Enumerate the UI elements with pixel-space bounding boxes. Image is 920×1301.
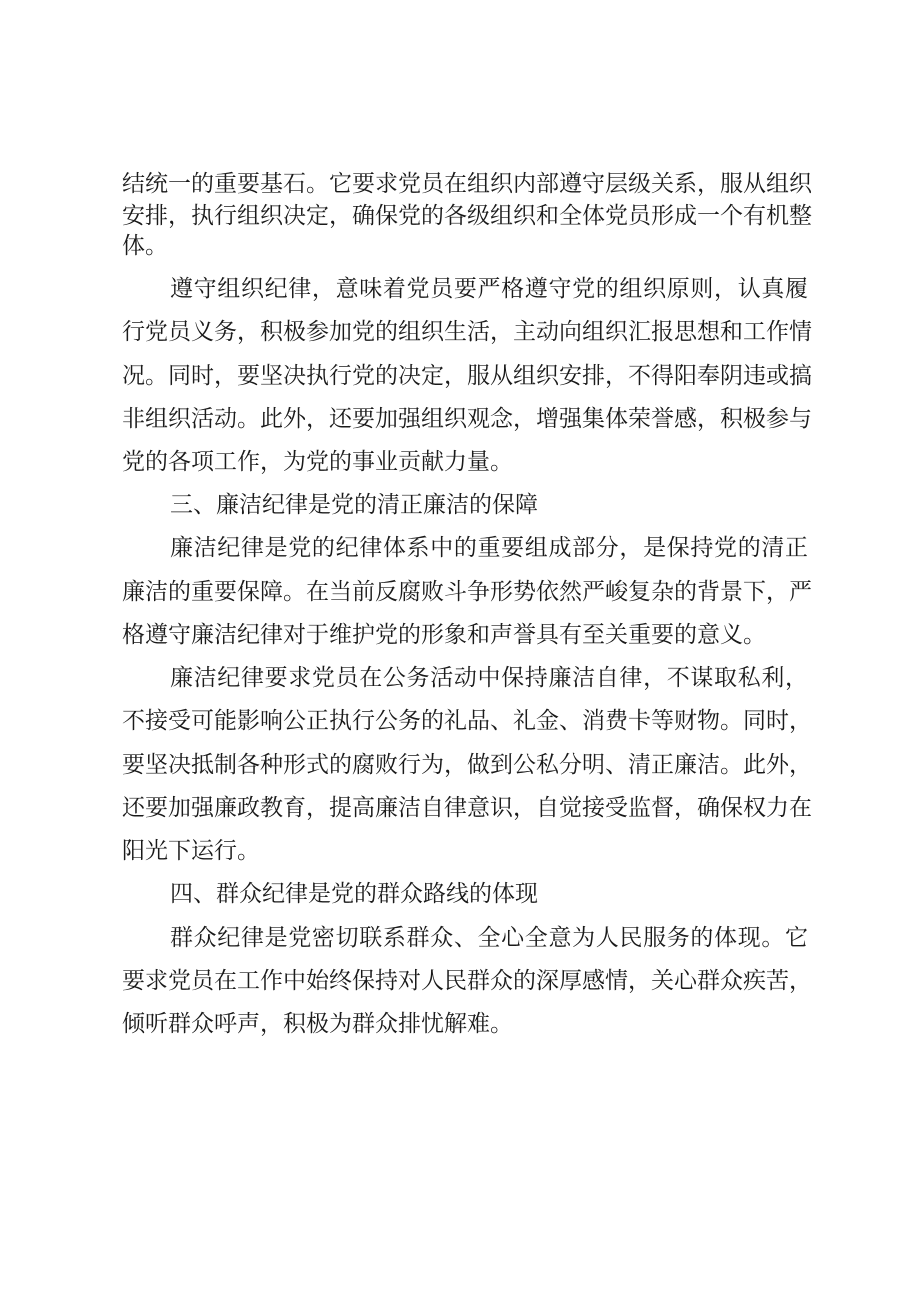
text-line: 况。同时，要坚决执行党的决定，服从组织安排，不得阳奉阴违或搞 (122, 363, 812, 389)
text-line: 非组织活动。此外，还要加强组织观念，增强集体荣誉感，积极参与 (122, 406, 812, 432)
text-line: 党的各项工作，为党的事业贡献力量。 (122, 449, 513, 475)
paragraph-first-line: 廉洁纪律要求党员在公务活动中保持廉洁自律，不谋取私利， (170, 665, 808, 691)
section-heading: 三、廉洁纪律是党的清正廉洁的保障 (170, 492, 538, 518)
text-line: 阳光下运行。 (122, 838, 260, 864)
text-line: 行党员义务，积极参加党的组织生活，主动向组织汇报思想和工作情 (122, 319, 812, 345)
text-line: 不接受可能影响公正执行公务的礼品、礼金、消费卡等财物。同时， (122, 708, 812, 734)
paragraph-first-line: 遵守组织纪律，意味着党员要严格遵守党的组织原则，认真履 (170, 276, 808, 302)
text-line: 还要加强廉政教育，提高廉洁自律意识，自觉接受监督，确保权力在 (122, 795, 812, 821)
text-line: 结统一的重要基石。它要求党员在组织内部遵守层级关系，服从组织 (122, 171, 812, 197)
text-line: 要坚决抵制各种形式的腐败行为，做到公私分明、清正廉洁。此外， (122, 752, 812, 778)
paragraph-first-line: 群众纪律是党密切联系群众、全心全意为人民服务的体现。它 (170, 925, 808, 951)
paragraph-first-line: 廉洁纪律是党的纪律体系中的重要组成部分，是保持党的清正 (170, 535, 808, 561)
section-heading: 四、群众纪律是党的群众路线的体现 (170, 881, 538, 907)
text-line: 体。 (122, 233, 168, 259)
text-line: 格遵守廉洁纪律对于维护党的形象和声誉具有至关重要的意义。 (122, 622, 766, 648)
text-line: 倾听群众呼声，积极为群众排忧解难。 (122, 1011, 513, 1037)
text-line: 要求党员在工作中始终保持对人民群众的深厚感情，关心群众疾苦， (122, 968, 812, 994)
text-line: 廉洁的重要保障。在当前反腐败斗争形势依然严峻复杂的背景下，严 (122, 579, 812, 605)
text-line: 安排，执行组织决定，确保党的各级组织和全体党员形成一个有机整 (122, 203, 812, 229)
